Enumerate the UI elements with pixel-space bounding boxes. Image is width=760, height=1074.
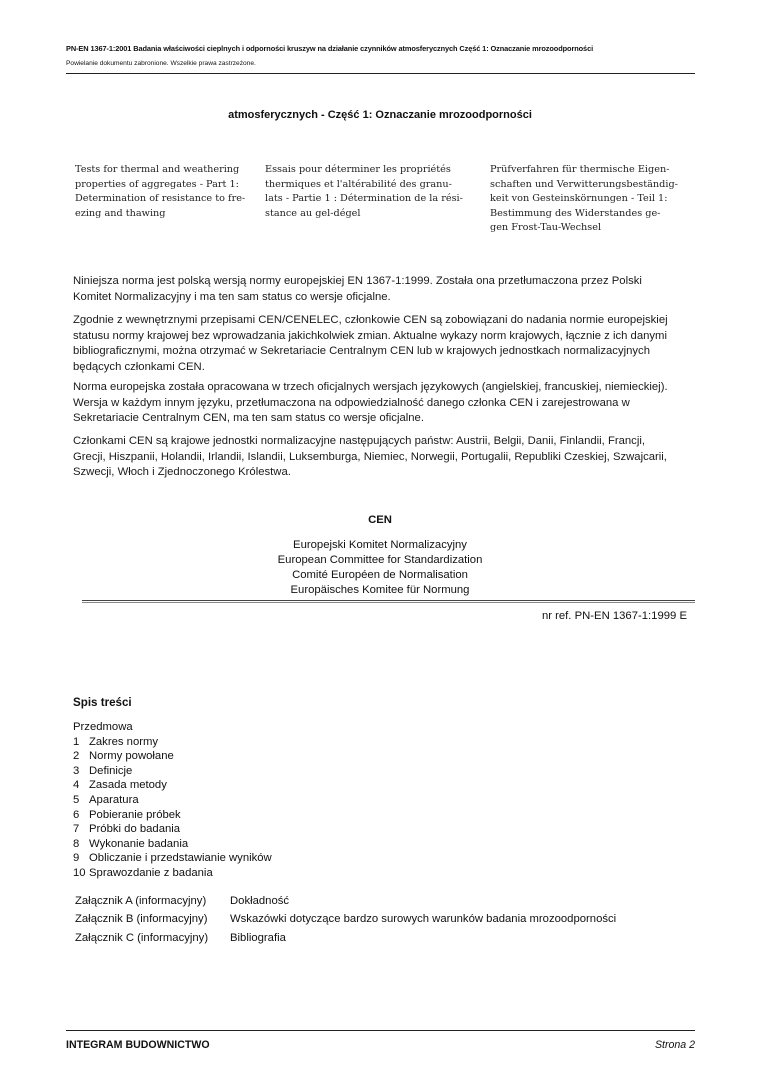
footer-divider xyxy=(66,1030,695,1031)
cen-heading: CEN xyxy=(368,514,392,526)
toc-item-label: Pobieranie próbek xyxy=(89,808,181,821)
reference-number: nr ref. PN-EN 1367-1:1999 E xyxy=(541,610,687,622)
paragraph-line: Szwecji, Włoch i Zjednoczonego Królestwa. xyxy=(73,466,291,479)
toc-item-number: 2 xyxy=(73,750,80,763)
annex-label: Załącznik C (informacyjny) xyxy=(75,932,209,944)
header-subtitle: Powielanie dokumentu zabronione. Wszelkie prawa zastrzeżone. xyxy=(66,60,256,67)
toc-annex xyxy=(75,932,286,944)
paragraph-line: Komitet Normalizacyjny i ma ten sam status co wersje oficjalne. xyxy=(73,290,391,303)
toc-item-number: 10 xyxy=(73,866,86,879)
paragraph-line: Norma europejska została opracowana w trzech oficjalnych wersjach językowych (angielskiej, francuskiej, niemieckiej). xyxy=(73,381,668,393)
cen-divider xyxy=(82,600,695,601)
table-of-contents xyxy=(73,720,272,881)
toc-title: Spis treści xyxy=(73,696,132,709)
toc-item xyxy=(73,735,272,750)
paragraph-cen-members xyxy=(73,434,695,481)
toc-item xyxy=(73,851,272,866)
paragraph-line: bibliograficznymi, można otrzymać w Sekretariacie Centralnym CEN lub w krajowych jednostkach normalizacyjnych xyxy=(73,345,650,358)
title-line: Tests for thermal and weathering xyxy=(75,164,240,175)
paragraph-line: Członkami CEN są krajowe jednostki normalizacyjne następujących państw: Austrii, Belgii, Danii, Finlandii, Francji, xyxy=(73,435,645,447)
paragraph-line: Zgodnie z wewnętrznymi przepisami CEN/CENELEC, członkowie CEN są zobowiązani do nadania normie europejskiej xyxy=(73,314,668,326)
header-divider xyxy=(66,73,695,74)
title-line: ezing and thawing xyxy=(75,207,166,219)
toc-item-label: Definicje xyxy=(89,764,133,777)
annex-title: Bibliografia xyxy=(230,932,286,944)
annex-label: Załącznik B (informacyjny) xyxy=(75,913,208,925)
paragraph-line: Sekretariacie Centralnym CEN, ma ten sam status co wersje oficjalne. xyxy=(73,412,424,425)
title-line: properties of aggregates - Part 1: xyxy=(75,178,239,190)
paragraph-line: Niniejsza norma jest polską wersją normy europejskiej EN 1367-1:1999. Została ona przetłumaczona przez Polski xyxy=(73,275,642,287)
title-line: Prüfverfahren für thermische Eigen- xyxy=(490,164,670,175)
toc-annex xyxy=(75,895,289,907)
annex-title: Dokładność xyxy=(230,895,290,907)
toc-item-label: Sprawozdanie z badania xyxy=(89,866,213,879)
annex-title: Wskazówki dotyczące bardzo surowych warunków badania mrozoodporności xyxy=(230,913,617,925)
title-english xyxy=(75,163,247,221)
title-line: gen Frost-Tau-Wechsel xyxy=(490,222,602,234)
paragraph-polish-version xyxy=(73,274,695,305)
cen-name: Europejski Komitet Normalizacyjny xyxy=(293,539,467,551)
paragraph-line: będących członkami CEN. xyxy=(73,360,205,373)
toc-item-number: 5 xyxy=(73,793,80,806)
toc-item xyxy=(73,793,272,808)
header-title: PN-EN 1367-1:2001 Badania właściwości cieplnych i odporności kruszyw na działanie czynników atmosferycznych Część 1: Oznaczanie mrozoodporności xyxy=(66,44,594,53)
title-line: lats - Partie 1 : Détermination de la rési- xyxy=(265,193,463,205)
title-french xyxy=(265,163,463,221)
toc-item-label: Wykonanie badania xyxy=(89,837,189,850)
toc-item-label: Próbki do badania xyxy=(89,823,181,836)
toc-item-number: 7 xyxy=(73,823,80,836)
toc-item-label: Zakres normy xyxy=(89,735,159,748)
cen-divider-shadow xyxy=(82,602,695,603)
title-line: thermiques et l'altérabilité des granu- xyxy=(265,178,452,190)
title-line: Determination of resistance to fre- xyxy=(75,193,246,205)
title-line: Bestimmung des Widerstandes ge- xyxy=(490,207,661,219)
toc-item-number: 3 xyxy=(73,764,80,777)
title-line: stance au gel-dégel xyxy=(265,207,361,219)
toc-preface: Przedmowa xyxy=(73,721,133,733)
paragraph-line: statusu normy krajowej bez wprowadzania jakichkolwiek zmian. Aktualne wykazy norm krajowych, łącznie z ich danymi xyxy=(73,329,667,342)
toc-item xyxy=(73,837,272,852)
toc-item-label: Aparatura xyxy=(89,793,139,806)
paragraph-language-versions xyxy=(73,380,695,427)
cen-name: Comité Européen de Normalisation xyxy=(292,569,468,581)
toc-item-number: 9 xyxy=(73,852,80,865)
toc-item-label: Obliczanie i przedstawianie wyników xyxy=(89,852,272,865)
title-line: schaften und Verwitterungsbeständig- xyxy=(490,178,678,190)
toc-item-number: 4 xyxy=(73,779,80,792)
toc-item-label: Normy powołane xyxy=(89,750,174,763)
title-german xyxy=(490,163,690,236)
toc-item xyxy=(73,808,272,823)
title-line: Essais pour déterminer les propriétés xyxy=(265,164,451,175)
cen-block xyxy=(0,513,760,598)
cen-name: Europäisches Komitee für Normung xyxy=(290,584,470,596)
paragraph-cen-rules xyxy=(73,313,695,375)
footer-page-number: Strona 2 xyxy=(654,1039,695,1051)
toc-item xyxy=(73,764,272,779)
title-line: keit von Gesteinskörnungen - Teil 1: xyxy=(490,193,668,205)
annex-label: Załącznik A (informacyjny) xyxy=(75,895,207,907)
toc-item-number: 6 xyxy=(73,808,80,821)
paragraph-line: Wersja w każdym innym języku, przetłumaczona na odpowiedzialność danego członka CEN i zarejestrowana w xyxy=(73,396,630,409)
footer-publisher: INTEGRAM BUDOWNICTWO xyxy=(66,1039,210,1051)
toc-item-number: 8 xyxy=(73,837,80,850)
toc-item-number: 1 xyxy=(73,735,80,748)
toc-annex xyxy=(75,913,616,925)
toc-item xyxy=(73,822,272,837)
toc-item xyxy=(73,749,272,764)
toc-item xyxy=(73,778,272,793)
toc-item-label: Zasada metody xyxy=(89,779,167,792)
document-title: atmosferycznych - Część 1: Oznaczanie mrozoodporności xyxy=(228,109,532,121)
cen-name: European Committee for Standardization xyxy=(277,554,483,566)
toc-item xyxy=(73,866,272,881)
paragraph-line: Grecji, Hiszpanii, Holandii, Irlandii, Islandii, Luksemburga, Niemiec, Norwegii, Portugalii, Republiki Czeskiej, Szwajcarii, xyxy=(73,450,667,463)
